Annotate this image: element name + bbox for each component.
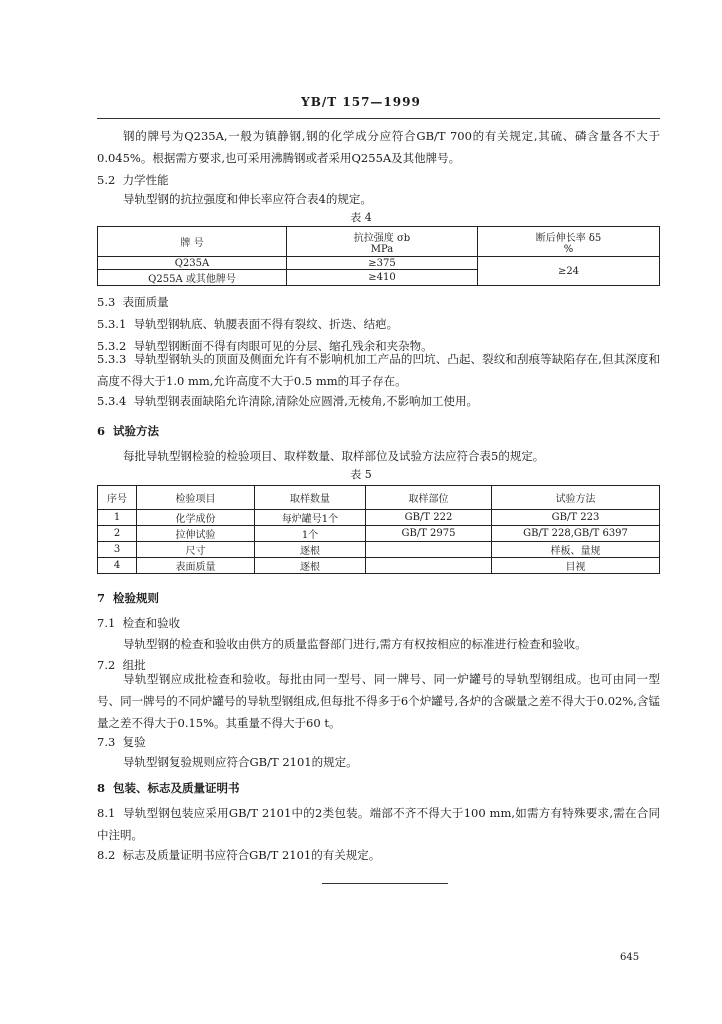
table-header: 序号	[98, 486, 137, 510]
item-5-3-3	[97, 348, 660, 392]
table-cell: GB/T 228,GB/T 6397	[492, 526, 660, 542]
section-title: 力学性能	[122, 173, 169, 187]
item-text: 导轨型钢表面缺陷允许清除,清除处应圆滑,无棱角,不影响加工使用。	[133, 394, 479, 408]
elongation-unit: %	[563, 243, 574, 255]
section-7-2-text: 导轨型钢应成批检查和验收。每批由同一型号、同一牌号、同一炉罐号的导轨型钢组成。也可由同一型号、同一牌号的不同炉罐号的导轨型钢组成,但每批不得多于6个炉罐号,各炉的含碳量之差不得大于0.02%,含锰量之差不得大于0.15%。其重量不得大于60 t。	[97, 672, 660, 730]
section-number: 7.1	[97, 616, 116, 630]
section-6-heading	[97, 423, 159, 439]
section-7-heading	[97, 590, 159, 606]
section-number: 6	[97, 424, 106, 438]
section-6-text: 每批导轨型钢检验的检验项目、取样数量、取样部位及试验方法应符合表5的规定。	[123, 449, 545, 463]
table4-header-tensile	[287, 227, 478, 257]
table-cell: GB/T 223	[492, 510, 660, 526]
item-number: 5.3.4	[97, 394, 127, 408]
table4-header-elongation	[478, 227, 660, 257]
section-number: 5.3	[97, 295, 116, 309]
section-title: 包装、标志及质量证明书	[113, 781, 240, 795]
item-text: 导轨型钢包装应采用GB/T 2101中的2类包装。端部不齐不得大于100 mm,如需方有特殊要求,需在合同中注明。	[97, 806, 660, 842]
table-header: 取样数量	[255, 486, 366, 510]
table-cell: 3	[98, 542, 137, 558]
table-cell: 目视	[492, 558, 660, 574]
item-8-1	[97, 802, 660, 846]
table-cell	[366, 542, 492, 558]
section-7-1-heading	[97, 615, 180, 631]
section-5-3-heading	[97, 294, 169, 310]
table-row	[98, 542, 660, 558]
table-cell: 样板、量规	[492, 542, 660, 558]
item-text: 导轨型钢断面不得有肉眼可见的分层、缩孔残余和夹杂物。	[133, 339, 433, 353]
section-7-3-heading	[97, 734, 146, 750]
table-cell: 2	[98, 526, 137, 542]
item-number: 5.3.2	[97, 339, 127, 353]
table-cell: 尺寸	[137, 542, 255, 558]
section-title: 复验	[122, 735, 146, 749]
table-cell-elongation: ≥24	[478, 257, 660, 286]
section-title: 检验规则	[113, 591, 160, 605]
table-cell: Q235A	[98, 257, 287, 270]
table5-caption: 表 5	[350, 468, 372, 481]
header-rule	[97, 118, 660, 119]
section-title: 表面质量	[122, 295, 169, 309]
table5	[97, 485, 660, 574]
section-number: 7	[97, 591, 106, 605]
item-number: 8.1	[97, 806, 116, 820]
section-number: 5.2	[97, 173, 116, 187]
section-5-2-text: 导轨型钢的抗拉强度和伸长率应符合表4的规定。	[123, 192, 372, 206]
grade-paragraph: 钢的牌号为Q235A,一般为镇静钢,钢的化学成分应符合GB/T 700的有关规定,其硫、磷含量各不大于0.045%。根据需方要求,也可采用沸腾钢或者采用Q255A及其他牌号。	[97, 129, 660, 165]
table-header: 取样部位	[366, 486, 492, 510]
table4	[97, 226, 660, 286]
table4-header-grade: 牌 号	[98, 227, 287, 257]
table-cell: Q255A 或其他牌号	[98, 270, 287, 286]
standard-header: YB/T 157—1999	[301, 95, 421, 109]
table-cell: ≥410	[287, 270, 478, 286]
elongation-label: 断后伸长率 δ5	[535, 232, 602, 244]
table-header-row	[98, 486, 660, 510]
section-number: 8	[97, 781, 106, 795]
table-cell: GB/T 222	[366, 510, 492, 526]
item-number: 8.2	[97, 848, 116, 862]
end-rule	[322, 883, 448, 884]
section-7-3-text: 导轨型钢复验规则应符合GB/T 2101的规定。	[123, 755, 358, 769]
table-cell: 表面质量	[137, 558, 255, 574]
table-cell	[366, 558, 492, 574]
item-8-2	[97, 847, 380, 863]
table-cell: 1个	[255, 526, 366, 542]
table-cell: GB/T 2975	[366, 526, 492, 542]
section-5-2-heading	[97, 172, 169, 188]
table-cell: ≥375	[287, 257, 478, 270]
section-title: 组批	[122, 658, 146, 672]
section-8-heading	[97, 780, 240, 796]
item-5-3-1	[97, 316, 398, 332]
table-cell: 拉伸试验	[137, 526, 255, 542]
table-cell: 1	[98, 510, 137, 526]
page-number: 645	[620, 952, 640, 963]
table4-caption: 表 4	[350, 211, 372, 224]
section-title: 试验方法	[113, 424, 160, 438]
table-row	[98, 526, 660, 542]
table-cell: 每炉罐号1个	[255, 510, 366, 526]
table-row	[98, 510, 660, 526]
table-cell: 化学成份	[137, 510, 255, 526]
tensile-unit: MPa	[370, 243, 394, 255]
item-text: 导轨型钢轨头的顶面及侧面允许有不影响机加工产品的凹坑、凸起、裂纹和刮痕等缺陷存在,但其深度和高度不得大于1.0 mm,允许高度不大于0.5 mm的耳子存在。	[97, 352, 661, 388]
item-5-3-4	[97, 393, 478, 409]
item-text: 标志及质量证明书应符合GB/T 2101的有关规定。	[122, 848, 381, 862]
section-title: 检查和验收	[122, 616, 181, 630]
item-text: 导轨型钢轨底、轨腰表面不得有裂纹、折迭、结疤。	[133, 317, 399, 331]
item-number: 5.3.3	[97, 352, 127, 366]
table-header: 检验项目	[137, 486, 255, 510]
item-number: 5.3.1	[97, 317, 127, 331]
table-row	[98, 558, 660, 574]
table-header: 试验方法	[492, 486, 660, 510]
table-cell: 逐根	[255, 542, 366, 558]
section-number: 7.2	[97, 658, 116, 672]
tensile-label: 抗拉强度 σb	[353, 232, 411, 244]
table-cell: 4	[98, 558, 137, 574]
section-number: 7.3	[97, 735, 116, 749]
table-row	[98, 257, 660, 270]
table-cell: 逐根	[255, 558, 366, 574]
section-7-1-text: 导轨型钢的检查和验收由供方的质量监督部门进行,需方有权按相应的标准进行检查和验收。	[123, 637, 587, 651]
